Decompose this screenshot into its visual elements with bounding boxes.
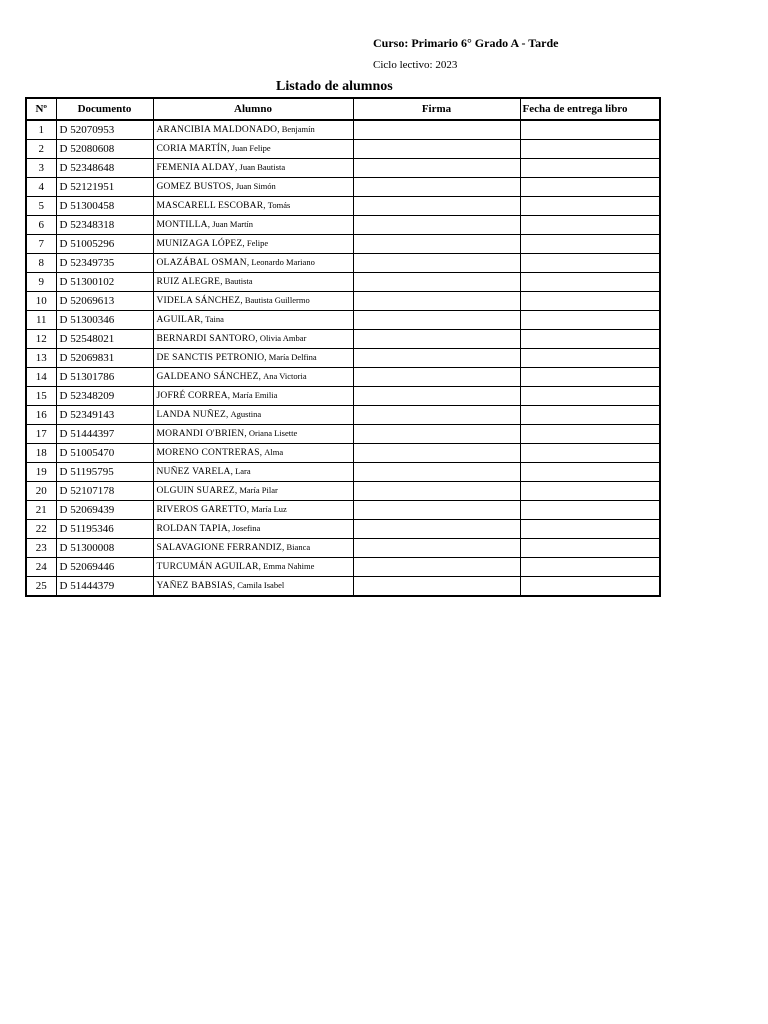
row-number: 24 xyxy=(26,558,56,577)
name-separator: , xyxy=(240,295,245,305)
student-surname: BERNARDI SANTORO xyxy=(156,334,256,344)
document-cell: D 52069613 xyxy=(56,292,153,311)
signature-cell[interactable] xyxy=(353,311,520,330)
table-row xyxy=(26,292,660,311)
name-separator: , xyxy=(246,257,252,267)
student-surname: MORANDI O'BRIEN xyxy=(156,429,245,439)
row-number: 2 xyxy=(26,140,56,159)
signature-cell[interactable] xyxy=(353,330,520,349)
student-name-cell xyxy=(153,425,353,444)
table-row xyxy=(26,520,660,539)
student-name-cell xyxy=(153,368,353,387)
table-row xyxy=(26,197,660,216)
document-cell: D 52080608 xyxy=(56,140,153,159)
signature-cell[interactable] xyxy=(353,159,520,178)
row-number: 17 xyxy=(26,425,56,444)
row-number: 19 xyxy=(26,463,56,482)
student-surname: VIDELA SÁNCHEZ xyxy=(156,296,241,306)
table-row xyxy=(26,140,660,159)
delivery-date-cell[interactable] xyxy=(520,482,660,501)
student-given-name: Juan Simón xyxy=(235,181,276,191)
table-row xyxy=(26,444,660,463)
delivery-date-cell[interactable] xyxy=(520,159,660,178)
student-given-name: Alma xyxy=(264,447,284,457)
table-row xyxy=(26,330,660,349)
name-separator: , xyxy=(259,447,265,457)
row-number: 10 xyxy=(26,292,56,311)
name-separator: , xyxy=(246,504,252,514)
school-year: Ciclo lectivo: 2023 xyxy=(373,59,458,71)
signature-cell[interactable] xyxy=(353,558,520,577)
delivery-date-cell[interactable] xyxy=(520,501,660,520)
table-row xyxy=(26,120,660,140)
name-separator: , xyxy=(264,352,269,362)
student-given-name: Benjamín xyxy=(281,124,315,134)
student-name-cell xyxy=(153,577,353,597)
student-name-cell xyxy=(153,482,353,501)
signature-cell[interactable] xyxy=(353,235,520,254)
name-separator: , xyxy=(227,523,233,533)
signature-cell[interactable] xyxy=(353,349,520,368)
student-given-name: Olivia Ambar xyxy=(259,333,307,343)
delivery-date-cell[interactable] xyxy=(520,368,660,387)
student-given-name: Felipe xyxy=(246,238,269,248)
delivery-date-cell[interactable] xyxy=(520,178,660,197)
delivery-date-cell[interactable] xyxy=(520,292,660,311)
row-number: 6 xyxy=(26,216,56,235)
student-name-cell xyxy=(153,140,353,159)
table-row xyxy=(26,349,660,368)
signature-cell[interactable] xyxy=(353,120,520,140)
name-separator: , xyxy=(244,428,249,438)
document-cell: D 51444397 xyxy=(56,425,153,444)
delivery-date-cell[interactable] xyxy=(520,349,660,368)
student-surname: OLAZÁBAL OSMAN xyxy=(156,258,247,268)
student-given-name: Agustina xyxy=(230,409,262,419)
row-number: 20 xyxy=(26,482,56,501)
student-name-cell xyxy=(153,197,353,216)
signature-cell[interactable] xyxy=(353,140,520,159)
document-cell: D 52070953 xyxy=(56,120,153,140)
student-given-name: Camila Isabel xyxy=(237,580,285,590)
student-name-cell xyxy=(153,311,353,330)
student-surname: NUÑEZ VARELA xyxy=(156,467,231,477)
row-number: 22 xyxy=(26,520,56,539)
signature-cell[interactable] xyxy=(353,406,520,425)
name-separator: , xyxy=(258,371,264,381)
student-given-name: Bautista Guillermo xyxy=(244,295,310,305)
student-surname: MONTILLA xyxy=(156,220,208,230)
delivery-date-cell[interactable] xyxy=(520,235,660,254)
signature-cell[interactable] xyxy=(353,539,520,558)
row-number: 5 xyxy=(26,197,56,216)
row-number: 15 xyxy=(26,387,56,406)
row-number: 14 xyxy=(26,368,56,387)
list-title: Listado de alumnos xyxy=(276,79,393,94)
student-name-cell xyxy=(153,254,353,273)
table-row xyxy=(26,178,660,197)
name-separator: , xyxy=(242,238,247,248)
row-number: 12 xyxy=(26,330,56,349)
document-cell: D 52548021 xyxy=(56,330,153,349)
student-table xyxy=(25,97,661,597)
table-row xyxy=(26,254,660,273)
signature-cell[interactable] xyxy=(353,273,520,292)
student-name-cell xyxy=(153,273,353,292)
signature-cell[interactable] xyxy=(353,197,520,216)
document-cell: D 52069446 xyxy=(56,558,153,577)
table-row xyxy=(26,558,660,577)
student-surname: SALAVAGIONE FERRANDIZ xyxy=(156,543,283,553)
student-given-name: Ana Victoria xyxy=(263,371,307,381)
name-separator: , xyxy=(263,200,268,210)
table-row xyxy=(26,482,660,501)
row-number: 25 xyxy=(26,577,56,597)
delivery-date-cell[interactable] xyxy=(520,273,660,292)
column-header-delivery-date: Fecha de entrega libro xyxy=(520,98,660,120)
document-cell: D 51005470 xyxy=(56,444,153,463)
document-cell: D 52348318 xyxy=(56,216,153,235)
row-number: 23 xyxy=(26,539,56,558)
row-number: 8 xyxy=(26,254,56,273)
student-given-name: Taina xyxy=(205,314,224,324)
row-number: 11 xyxy=(26,311,56,330)
student-name-cell xyxy=(153,406,353,425)
delivery-date-cell[interactable] xyxy=(520,577,660,597)
delivery-date-cell[interactable] xyxy=(520,120,660,140)
document-cell: D 51005296 xyxy=(56,235,153,254)
document-cell: D 51444379 xyxy=(56,577,153,597)
student-given-name: Juan Bautista xyxy=(239,162,286,172)
document-cell: D 52107178 xyxy=(56,482,153,501)
student-surname: GALDEANO SÁNCHEZ xyxy=(156,372,259,382)
student-given-name: Leonardo Mariano xyxy=(251,257,315,267)
student-name-cell xyxy=(153,330,353,349)
student-name-cell xyxy=(153,292,353,311)
delivery-date-cell[interactable] xyxy=(520,520,660,539)
table-row xyxy=(26,577,660,597)
signature-cell[interactable] xyxy=(353,501,520,520)
student-given-name: Bianca xyxy=(286,542,311,552)
student-surname: AGUILAR xyxy=(156,315,201,325)
delivery-date-cell[interactable] xyxy=(520,539,660,558)
student-surname: DE SANCTIS PETRONIO xyxy=(156,353,265,363)
row-number: 9 xyxy=(26,273,56,292)
document-cell: D 51195795 xyxy=(56,463,153,482)
student-surname: FEMENIA ALDAY xyxy=(156,163,236,173)
row-number: 3 xyxy=(26,159,56,178)
student-given-name: Lara xyxy=(235,466,251,476)
table-row xyxy=(26,273,660,292)
student-given-name: María Emilia xyxy=(232,390,278,400)
student-surname: YAÑEZ BABSIAS xyxy=(156,581,233,591)
course-title: Curso: Primario 6° Grado A - Tarde xyxy=(373,36,559,50)
delivery-date-cell[interactable] xyxy=(520,425,660,444)
signature-cell[interactable] xyxy=(353,216,520,235)
student-name-cell xyxy=(153,539,353,558)
name-separator: , xyxy=(200,314,206,324)
document-cell: D 52121951 xyxy=(56,178,153,197)
signature-cell[interactable] xyxy=(353,444,520,463)
document-cell: D 51300102 xyxy=(56,273,153,292)
delivery-date-cell[interactable] xyxy=(520,197,660,216)
table-row xyxy=(26,235,660,254)
delivery-date-cell[interactable] xyxy=(520,311,660,330)
row-number: 7 xyxy=(26,235,56,254)
student-given-name: Oriana Lisette xyxy=(248,428,298,438)
column-header-student: Alumno xyxy=(153,98,353,120)
delivery-date-cell[interactable] xyxy=(520,406,660,425)
name-separator: , xyxy=(255,333,260,343)
table-row xyxy=(26,539,660,558)
signature-cell[interactable] xyxy=(353,520,520,539)
delivery-date-cell[interactable] xyxy=(520,444,660,463)
signature-cell[interactable] xyxy=(353,387,520,406)
name-separator: , xyxy=(232,580,238,590)
student-name-cell xyxy=(153,349,353,368)
table-row xyxy=(26,216,660,235)
student-given-name: María Pilar xyxy=(239,485,278,495)
delivery-date-cell[interactable] xyxy=(520,330,660,349)
student-name-cell xyxy=(153,159,353,178)
row-number: 4 xyxy=(26,178,56,197)
name-separator: , xyxy=(277,124,282,134)
document-cell: D 52348648 xyxy=(56,159,153,178)
student-given-name: Juan Martín xyxy=(212,219,254,229)
table-row xyxy=(26,387,660,406)
document-cell: D 52069439 xyxy=(56,501,153,520)
document-cell: D 51301786 xyxy=(56,368,153,387)
name-separator: , xyxy=(231,181,236,191)
signature-cell[interactable] xyxy=(353,254,520,273)
student-given-name: María Luz xyxy=(251,504,287,514)
student-surname: MASCARELL ESCOBAR xyxy=(156,201,264,211)
delivery-date-cell[interactable] xyxy=(520,254,660,273)
student-surname: ARANCIBIA MALDONADO xyxy=(156,125,278,135)
row-number: 13 xyxy=(26,349,56,368)
student-surname: ROLDAN TAPIA xyxy=(156,524,228,534)
student-name-cell xyxy=(153,558,353,577)
document-cell: D 52349143 xyxy=(56,406,153,425)
table-header-row xyxy=(26,98,660,120)
signature-cell[interactable] xyxy=(353,178,520,197)
student-surname: MUNIZAGA LÓPEZ xyxy=(156,239,243,249)
student-surname: TURCUMÁN AGUILAR xyxy=(156,562,259,572)
table-row xyxy=(26,159,660,178)
row-number: 21 xyxy=(26,501,56,520)
document-cell: D 52349735 xyxy=(56,254,153,273)
student-surname: RUIZ ALEGRE xyxy=(156,277,221,287)
row-number: 1 xyxy=(26,120,56,140)
table-row xyxy=(26,368,660,387)
student-name-cell xyxy=(153,387,353,406)
signature-cell[interactable] xyxy=(353,292,520,311)
delivery-date-cell[interactable] xyxy=(520,387,660,406)
table-row xyxy=(26,406,660,425)
table-row xyxy=(26,425,660,444)
student-name-cell xyxy=(153,235,353,254)
delivery-date-cell[interactable] xyxy=(520,463,660,482)
signature-cell[interactable] xyxy=(353,463,520,482)
student-surname: CORIA MARTÍN xyxy=(156,144,228,154)
table-row xyxy=(26,311,660,330)
student-given-name: María Delfina xyxy=(268,352,317,362)
table-body xyxy=(26,120,660,596)
row-number: 16 xyxy=(26,406,56,425)
name-separator: , xyxy=(225,409,231,419)
column-header-number: Nº xyxy=(26,98,56,120)
student-name-cell xyxy=(153,501,353,520)
delivery-date-cell[interactable] xyxy=(520,558,660,577)
document-cell: D 52069831 xyxy=(56,349,153,368)
document-cell: D 52348209 xyxy=(56,387,153,406)
student-surname: JOFRÉ CORREA xyxy=(156,391,228,401)
document-cell: D 51300008 xyxy=(56,539,153,558)
column-header-signature: Firma xyxy=(353,98,520,120)
student-name-cell xyxy=(153,216,353,235)
name-separator: , xyxy=(258,561,264,571)
document-cell: D 51300458 xyxy=(56,197,153,216)
name-separator: , xyxy=(282,542,287,552)
table-row xyxy=(26,501,660,520)
student-name-cell xyxy=(153,178,353,197)
name-separator: , xyxy=(207,219,213,229)
name-separator: , xyxy=(234,485,240,495)
column-header-document: Documento xyxy=(56,98,153,120)
signature-cell[interactable] xyxy=(353,577,520,597)
table-row xyxy=(26,463,660,482)
name-separator: , xyxy=(235,162,240,172)
signature-cell[interactable] xyxy=(353,425,520,444)
student-given-name: Bautista xyxy=(224,276,253,286)
name-separator: , xyxy=(227,143,232,153)
document-cell: D 51300346 xyxy=(56,311,153,330)
student-given-name: Josefina xyxy=(232,523,261,533)
student-surname: LANDA NUÑEZ xyxy=(156,410,226,420)
student-surname: MORENO CONTRERAS xyxy=(156,448,260,458)
name-separator: , xyxy=(227,390,233,400)
student-surname: OLGUIN SUAREZ xyxy=(156,486,235,496)
student-name-cell xyxy=(153,520,353,539)
row-number: 18 xyxy=(26,444,56,463)
student-name-cell xyxy=(153,120,353,140)
document-cell: D 51195346 xyxy=(56,520,153,539)
delivery-date-cell[interactable] xyxy=(520,140,660,159)
student-given-name: Tomás xyxy=(267,200,291,210)
name-separator: , xyxy=(230,466,236,476)
student-given-name: Juan Felipe xyxy=(231,143,271,153)
student-surname: RIVEROS GARETTO xyxy=(156,505,247,515)
student-given-name: Emma Nahime xyxy=(263,561,315,571)
student-name-cell xyxy=(153,463,353,482)
delivery-date-cell[interactable] xyxy=(520,216,660,235)
signature-cell[interactable] xyxy=(353,482,520,501)
student-name-cell xyxy=(153,444,353,463)
signature-cell[interactable] xyxy=(353,368,520,387)
student-surname: GOMEZ BUSTOS xyxy=(156,182,232,192)
name-separator: , xyxy=(220,276,225,286)
